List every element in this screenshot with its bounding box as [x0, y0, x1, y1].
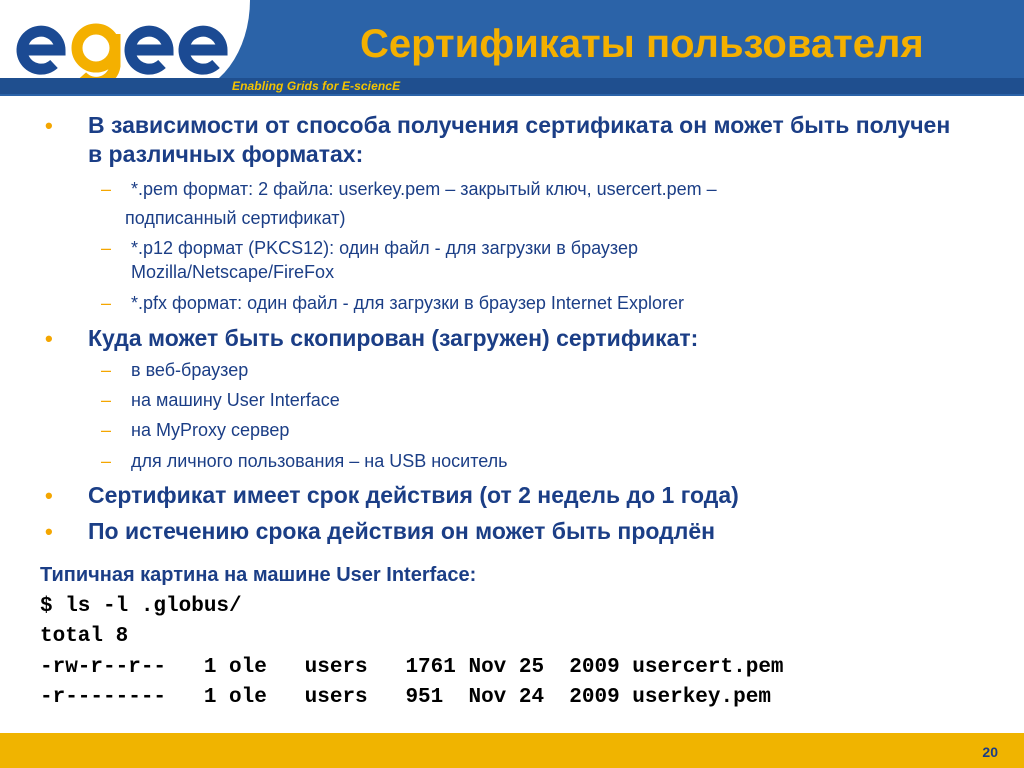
bullet-dot: • [45, 519, 53, 544]
bullet-text: Куда может быть скопирован (загружен) сертификат: [88, 325, 699, 351]
egee-logo [12, 14, 237, 82]
bullet-dot: • [45, 113, 53, 138]
list-item-text: *.pem формат: 2 файла: userkey.pem – закрытый ключ, usercert.pem – [131, 179, 717, 199]
list-item-text: *.pfx формат: один файл - для загрузки в браузер Internet Explorer [131, 293, 684, 313]
bullet-text: Сертификат имеет срок действия (от 2 недель до 1 года) [88, 482, 739, 508]
bullet-dot: • [45, 483, 53, 508]
terminal-caption: Типичная картина на машине User Interface: [40, 564, 477, 586]
list-item-text: для личного пользования – на USB носитель [131, 451, 508, 471]
dash-marker: – [101, 238, 112, 258]
list-item-text: Mozilla/Netscape/FireFox [131, 262, 335, 282]
dash-marker: – [101, 420, 112, 440]
list-item-text: на MyProxy сервер [131, 420, 290, 440]
terminal-line: -r-------- 1 ole users 951 Nov 24 2009 userkey.pem [40, 686, 771, 709]
dash-marker: – [101, 293, 112, 313]
dash-marker: – [101, 179, 112, 199]
terminal-line: $ ls -l .globus/ [40, 595, 242, 618]
list-item-text: *.p12 формат (PKCS12): один файл - для загрузки в браузер [131, 238, 638, 258]
bullet-text: По истечению срока действия он может быть продлён [88, 518, 716, 544]
tagline: Enabling Grids for E-sciencE [232, 79, 401, 93]
bullet-text: В зависимости от способа получения сертификата он может быть получен в различных форматах: [88, 112, 951, 167]
dash-marker: – [101, 451, 112, 471]
list-item-pem-continued [125, 206, 985, 230]
list-item-text: в веб-браузер [131, 360, 249, 380]
footer-bar [0, 733, 1024, 768]
terminal-line: total 8 [40, 625, 129, 648]
slide-title: Сертификаты пользователя [360, 22, 924, 66]
dash-marker: – [101, 360, 112, 380]
header-stripe [0, 78, 1024, 94]
dash-marker: – [101, 390, 112, 410]
bullet-dot: • [45, 326, 53, 351]
terminal-line: -rw-r--r-- 1 ole users 1761 Nov 25 2009 usercert.pem [40, 656, 784, 679]
list-item-text: подписанный сертификат) [125, 208, 346, 228]
page-number: 20 [982, 744, 998, 760]
list-item-text: на машину User Interface [131, 390, 340, 410]
